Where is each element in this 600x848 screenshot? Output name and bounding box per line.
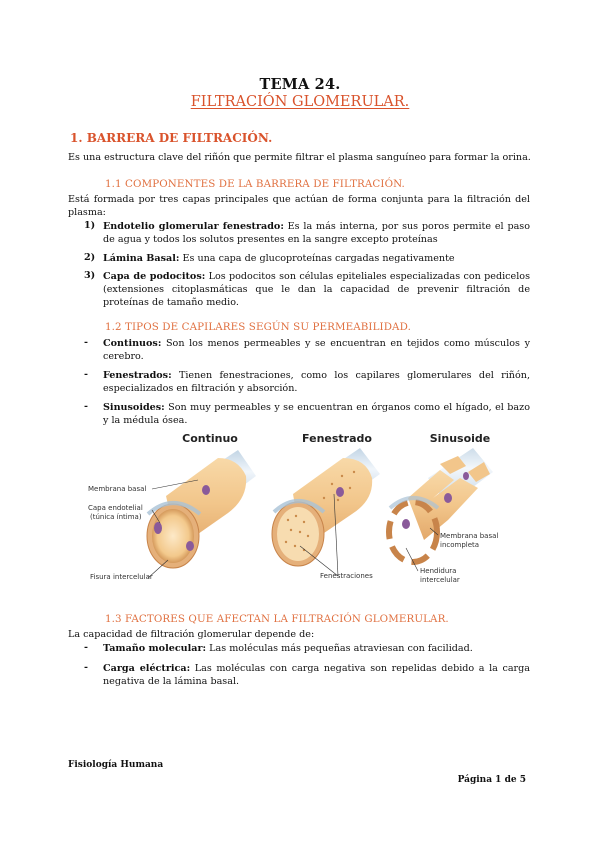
list-item [84, 252, 530, 268]
section-1-3-heading: 1.3 FACTORES QUE AFECTAN LA FILTRACIÓN GLOMERULAR. [105, 613, 449, 625]
label-membrana-basal-incompleta: Membrana basal [440, 532, 499, 540]
list-item-desc: Es una capa de glucoproteínas cargadas negativamente [179, 253, 455, 264]
capillary-types-figure [88, 428, 508, 598]
list-item [84, 369, 530, 397]
list-item-text [103, 270, 530, 309]
list-item-term: Carga eléctrica: [103, 663, 191, 674]
list-number: 2) [84, 252, 96, 263]
list-item-desc: Las moléculas con carga negativa son repelidas debido a la carga negativa de la lámina basal. [103, 663, 530, 687]
list-item-term: Lámina Basal: [103, 253, 180, 264]
list-item [84, 270, 530, 312]
figure-header-fenestrado: Fenestrado [302, 432, 372, 445]
section-1-3-intro: La capacidad de filtración glomerular depende de: [68, 629, 315, 640]
label-intercelular: intercelular [420, 576, 460, 584]
list-item-text [103, 252, 530, 265]
list-item-text [103, 337, 530, 363]
list-item-term: Endotelio glomerular fenestrado: [103, 221, 284, 232]
label-capa-endotelial: Capa endotelial [88, 504, 143, 512]
list-item-term: Fenestrados: [103, 370, 172, 381]
list-dash: - [84, 662, 88, 673]
list-item-text [103, 220, 530, 246]
label-fenestraciones: Fenestraciones [320, 572, 373, 580]
figure-header-sinusoide: Sinusoide [429, 432, 491, 445]
section-1-intro: Es una estructura clave del riñón que permite filtrar el plasma sanguíneo para formar la orina. [68, 152, 531, 163]
list-item-desc: Tienen fenestraciones, como los capilares glomerulares del riñón, especializados en filtración y absorción. [103, 370, 530, 394]
list-dash: - [84, 337, 88, 348]
list-number: 3) [84, 270, 96, 281]
list-item [84, 220, 530, 248]
list-item-term: Tamaño molecular: [103, 643, 207, 654]
label-tunica-intima: (túnica íntima) [90, 513, 142, 521]
components-list [84, 220, 530, 312]
list-item-desc: Son los menos permeables y se encuentran en tejidos como músculos y cerebro. [103, 338, 530, 362]
section-1-2-heading: 1.2 TIPOS DE CAPILARES SEGÚN SU PERMEABILIDAD. [105, 321, 411, 333]
label-membrana-basal: Membrana basal [88, 485, 147, 493]
capillary-types-list [84, 337, 530, 429]
section-1-heading: 1. BARRERA DE FILTRACIÓN. [70, 131, 273, 145]
topic-number: TEMA 24. [259, 76, 341, 93]
section-1-1-intro: Está formada por tres capas principales que actúan de forma conjunta para la filtración del plasma: [68, 194, 530, 218]
label-fisura-intercelular: Fisura intercelular [90, 573, 153, 581]
list-item [84, 662, 530, 690]
list-item-desc: Es la más interna, por sus poros permite el paso de agua y todos los solutos presentes en la sangre excepto proteínas [103, 221, 530, 245]
factors-list [84, 642, 530, 690]
list-item-desc: Son muy permeables y se encuentran en órganos como el hígado, el bazo y la médula ósea. [103, 402, 530, 426]
list-item [84, 401, 530, 429]
list-dash: - [84, 401, 88, 412]
list-item-text [103, 642, 530, 655]
list-item-term: Continuos: [103, 338, 162, 349]
footer-course-name: Fisiología Humana [68, 760, 164, 770]
figure-header-continuo: Continuo [182, 432, 238, 445]
label-incompleta: incompleta [440, 541, 480, 549]
list-item [84, 642, 530, 658]
list-dash: - [84, 642, 88, 653]
page-title: FILTRACIÓN GLOMERULAR. [190, 94, 410, 110]
list-dash: - [84, 369, 88, 380]
list-item-term: Sinusoides: [103, 402, 165, 413]
label-hendidura: Hendidura [420, 567, 457, 575]
list-item-text [103, 369, 530, 395]
list-item-desc: Las moléculas más pequeñas atraviesan con facilidad. [206, 643, 473, 654]
footer-page-number: Página 1 de 5 [457, 775, 526, 785]
list-item-text [103, 662, 530, 688]
list-number: 1) [84, 220, 96, 231]
list-item-text [103, 401, 530, 427]
list-item-desc: Los podocitos son células epiteliales especializadas con pedicelos (extensiones citoplasmáticas que le dan la capacidad de prevenir filtración de proteínas de tamaño medio. [103, 271, 530, 308]
fenestrated-capillary-illustration [272, 448, 380, 566]
list-item-term: Capa de podocitos: [103, 271, 206, 282]
section-1-1-heading: 1.1 COMPONENTES DE LA BARRERA DE FILTRACIÓN. [105, 178, 405, 190]
continuous-capillary-illustration [147, 450, 256, 568]
list-item [84, 337, 530, 365]
